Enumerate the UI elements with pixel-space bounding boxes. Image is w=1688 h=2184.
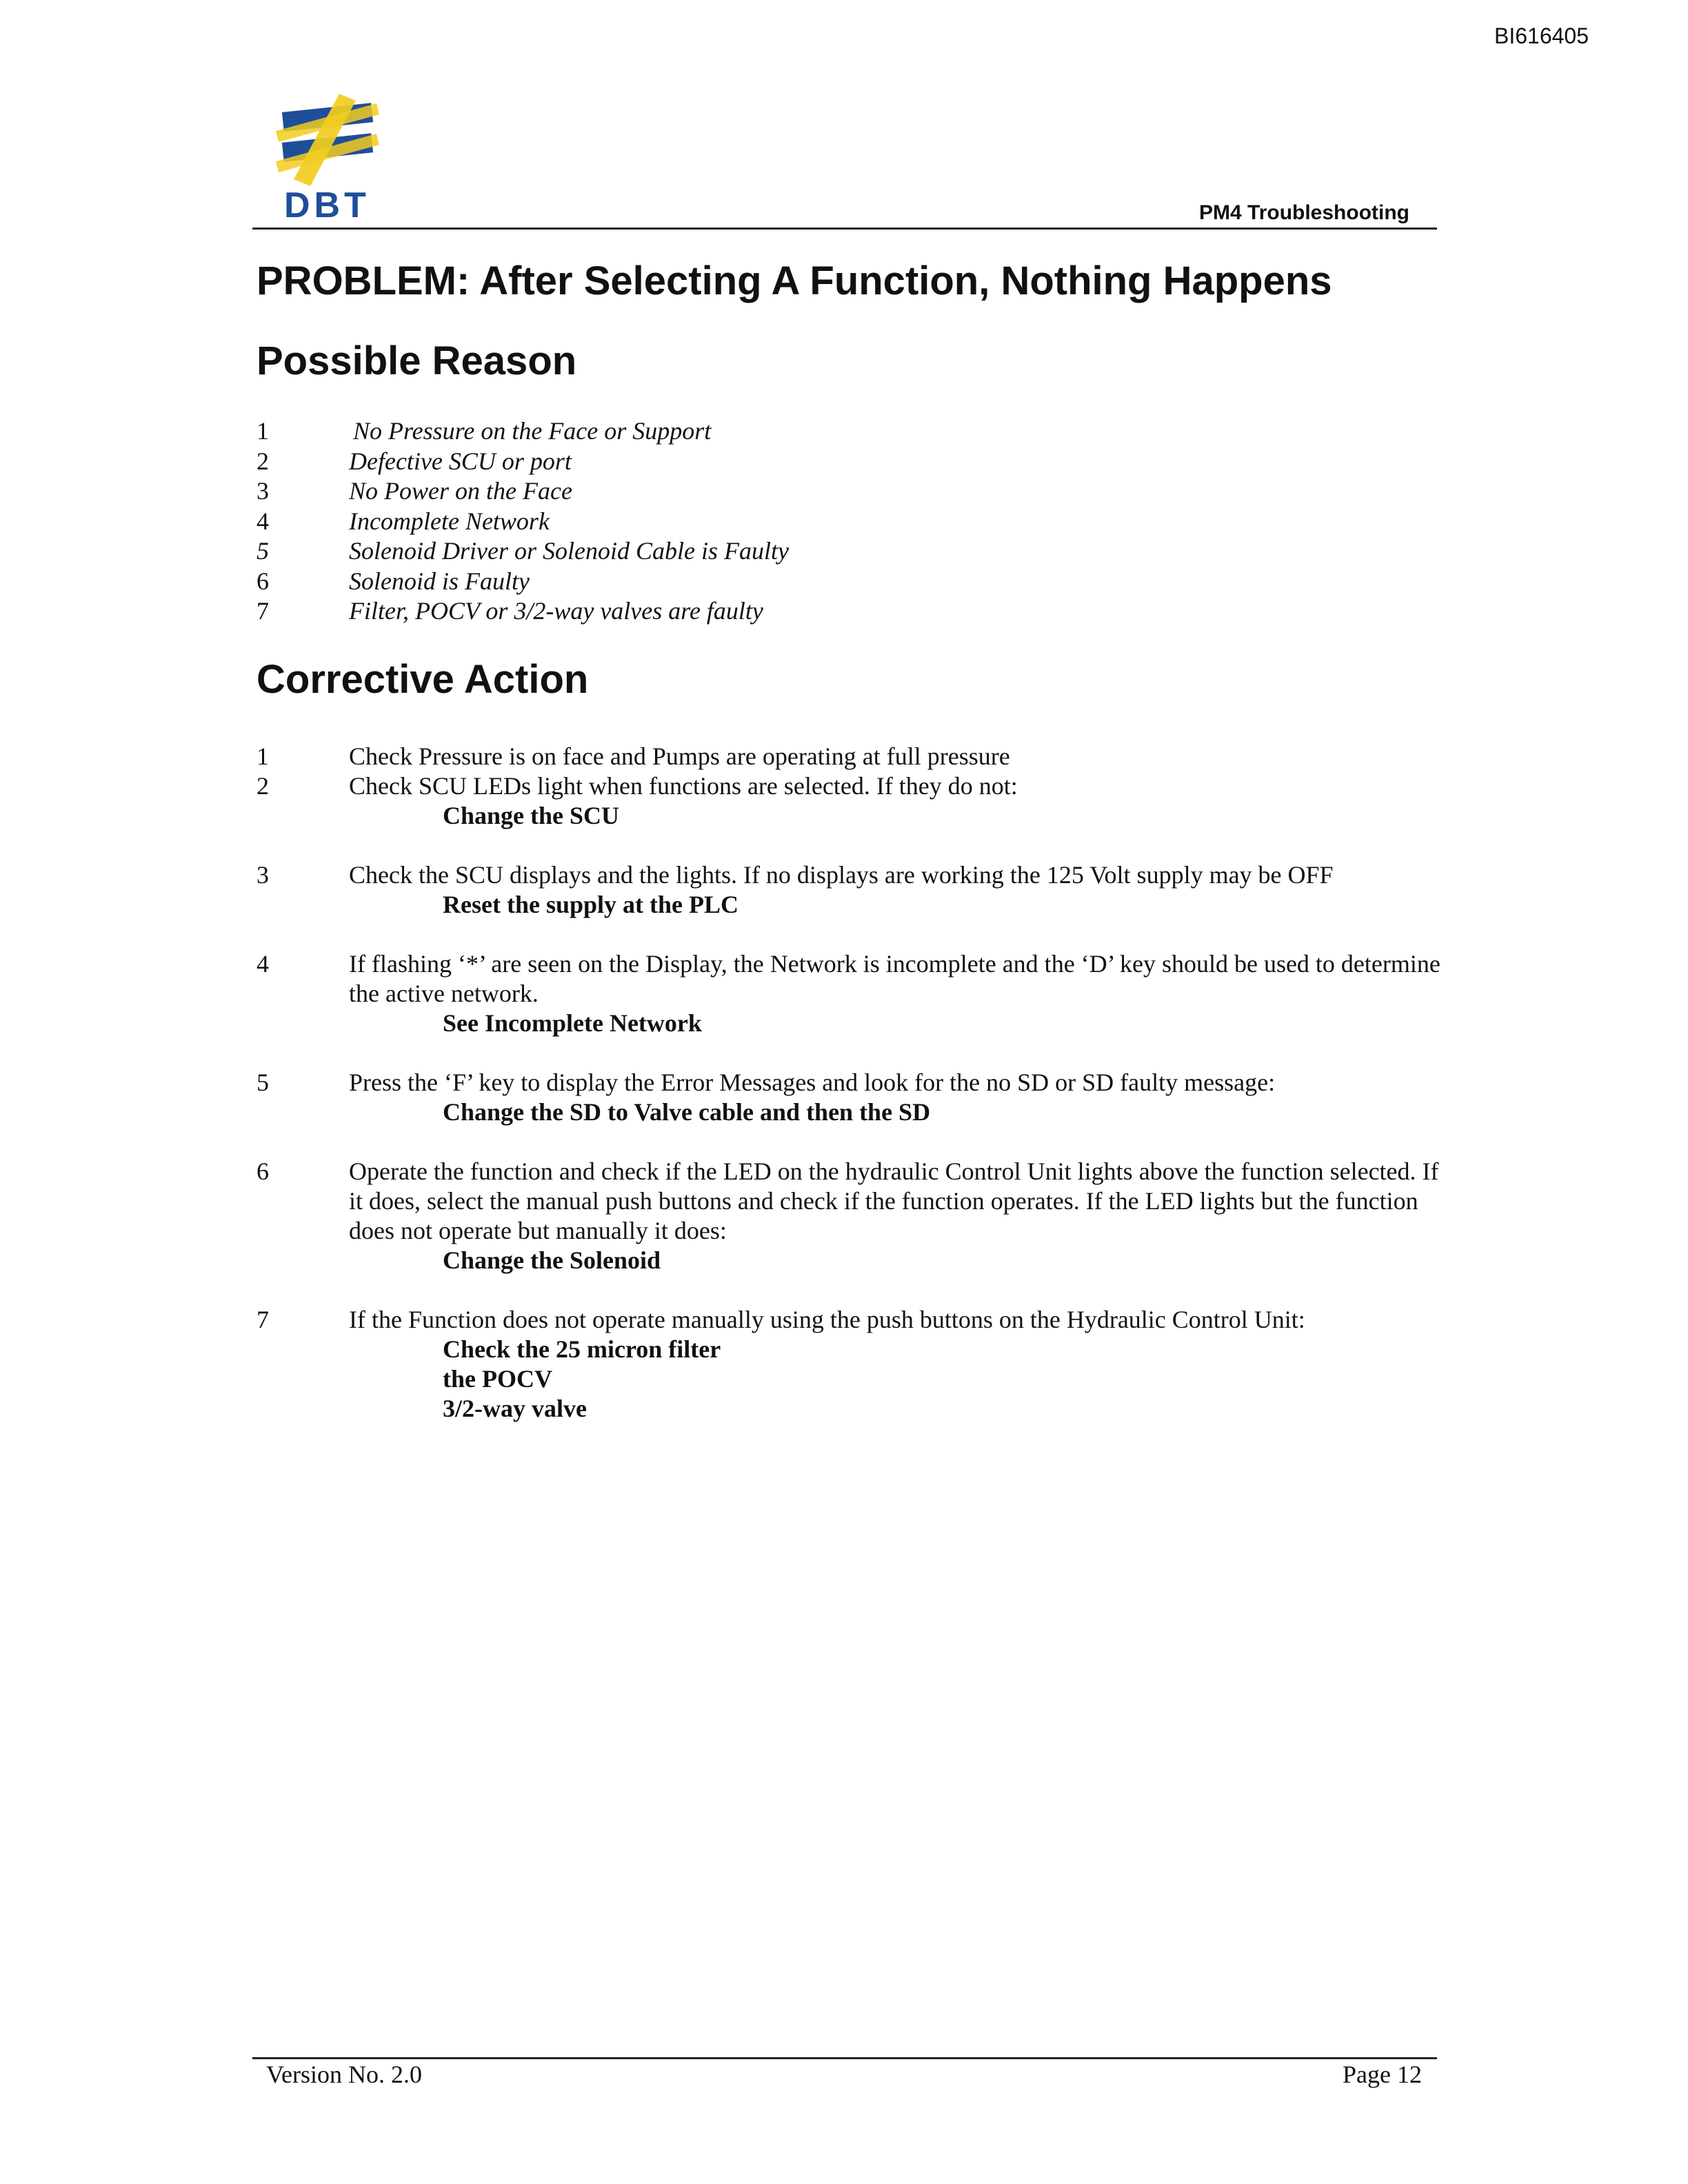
action-number: 1 [257, 742, 269, 770]
reason-text: Incomplete Network [349, 507, 550, 535]
problem-title: PROBLEM: After Selecting A Function, Nothing Happens [257, 259, 1332, 303]
footer-page-number: Page 12 [1343, 2061, 1422, 2088]
action-text: Press the ‘F’ key to display the Error Messages and look for the no SD or SD faulty message: [349, 1069, 1276, 1096]
running-header-title: PM4 Troubleshooting [1199, 201, 1409, 224]
action-text: Check the SCU displays and the lights. If no displays are working the 125 Volt supply may be OFF [349, 861, 1334, 889]
action-remedy: Reset the supply at the PLC [443, 891, 738, 918]
reason-number: 5 [257, 537, 269, 565]
footer-version: Version No. 2.0 [266, 2061, 422, 2088]
logo-text: DBT [284, 185, 370, 225]
action-remedy: Change the SCU [443, 802, 620, 829]
reason-item [257, 596, 1429, 627]
footer-rule [252, 2057, 1437, 2059]
action-item [257, 742, 1443, 771]
action-item [257, 1157, 1443, 1275]
action-text: Operate the function and check if the LED on the hydraulic Control Unit lights above the function selected. If it does, select the manual push buttons and check if the function operates. If the LED lights but the function does not operate but manually it does: [349, 1157, 1439, 1244]
possible-reason-list [257, 416, 1429, 627]
reason-number: 4 [257, 507, 269, 535]
action-remedy: the POCV [443, 1365, 552, 1393]
reason-item [257, 567, 1429, 597]
reason-number: 2 [257, 447, 269, 475]
reason-item [257, 416, 1429, 447]
action-remedy: 3/2-way valve [443, 1395, 587, 1422]
reason-text: Defective SCU or port [349, 447, 572, 475]
reason-number: 7 [257, 597, 269, 625]
action-text: If the Function does not operate manually using the push buttons on the Hydraulic Control Unit: [349, 1306, 1305, 1333]
action-number: 2 [257, 772, 269, 800]
reason-text: Solenoid Driver or Solenoid Cable is Faulty [349, 537, 789, 565]
action-text: If flashing ‘*’ are seen on the Display, the Network is incomplete and the ‘D’ key should be used to determine the active network. [349, 950, 1440, 1007]
action-item [257, 860, 1443, 920]
action-item [257, 1305, 1443, 1424]
header-rule [252, 228, 1437, 230]
action-remedy: Change the SD to Valve cable and then the SD [443, 1098, 931, 1126]
reason-number: 6 [257, 567, 269, 595]
action-text: Check Pressure is on face and Pumps are operating at full pressure [349, 742, 1010, 770]
action-number: 3 [257, 861, 269, 889]
action-number: 4 [257, 950, 269, 978]
corrective-action-heading: Corrective Action [257, 657, 589, 702]
reason-text: Solenoid is Faulty [349, 567, 530, 595]
action-remedy: Check the 25 micron filter [443, 1335, 721, 1363]
action-number: 6 [257, 1157, 269, 1185]
action-text: Check SCU LEDs light when functions are selected. If they do not: [349, 772, 1018, 800]
action-number: 5 [257, 1069, 269, 1096]
reason-text: No Power on the Face [349, 477, 572, 505]
reason-item [257, 507, 1429, 537]
document-id: BI616405 [1494, 23, 1589, 48]
reason-text: No Pressure on the Face or Support [353, 417, 712, 445]
action-number: 7 [257, 1306, 269, 1333]
action-item [257, 771, 1443, 831]
corrective-action-list [257, 742, 1443, 1424]
reason-item [257, 476, 1429, 507]
action-remedy: See Incomplete Network [443, 1009, 702, 1037]
action-item [257, 949, 1443, 1038]
reason-item [257, 447, 1429, 477]
reason-number: 3 [257, 477, 269, 505]
possible-reason-heading: Possible Reason [257, 338, 577, 383]
reason-text: Filter, POCV or 3/2-way valves are faulty [349, 597, 763, 625]
reason-number: 1 [257, 417, 269, 445]
action-item [257, 1068, 1443, 1127]
action-remedy: Change the Solenoid [443, 1246, 661, 1274]
reason-item [257, 536, 1429, 567]
